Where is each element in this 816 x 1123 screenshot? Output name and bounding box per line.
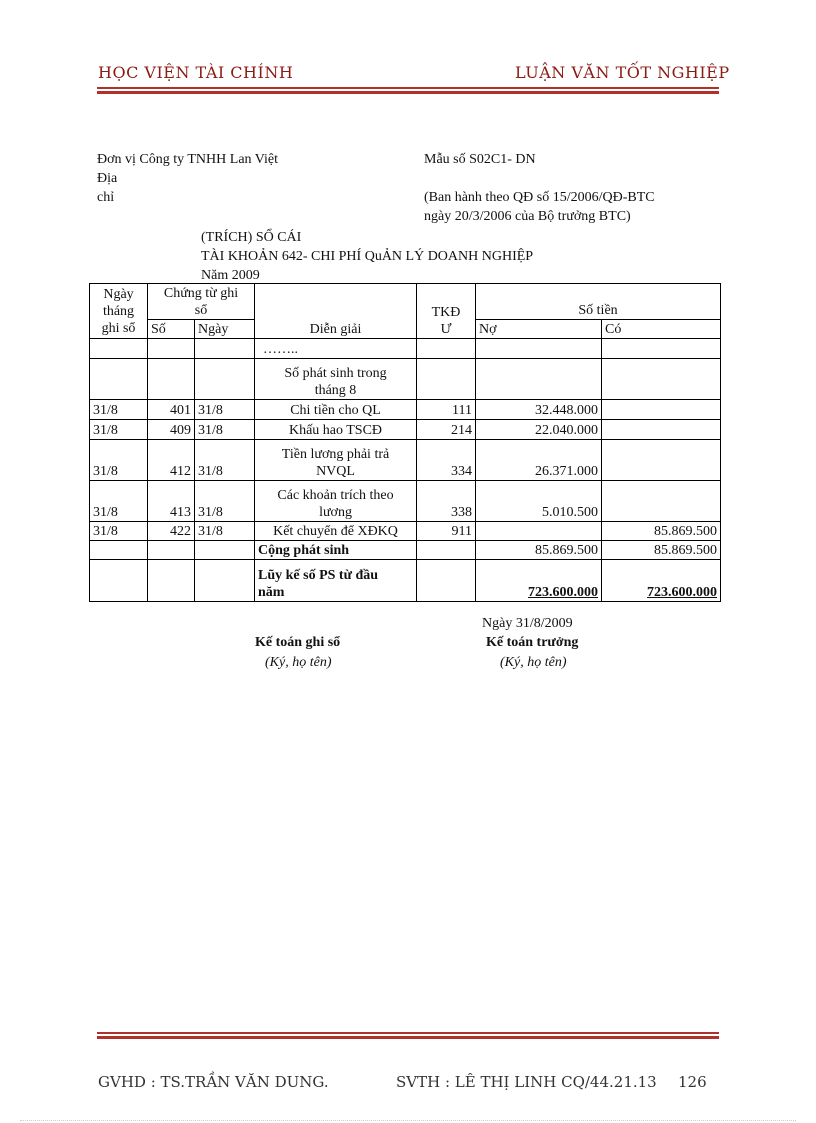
header-description: Diễn giải [255,284,417,339]
table-header-row [90,284,721,320]
ledger-table [89,283,721,602]
cumulative-row [90,560,721,602]
table-row: 31/8 401 31/8 Chi tiền cho QL 111 32.448.000 [90,400,721,420]
header-voucher-day: Ngày [195,320,255,339]
header-thesis: LUẬN VĂN TỐT NGHIỆP [515,63,730,82]
footer-rule-thin [97,1032,719,1034]
table-row [90,339,721,359]
ledger-account: TÀI KHOẢN 642- CHI PHÍ QuẢN LÝ DOANH NGHIỆP [201,249,534,264]
form-issued-line2: ngày 20/3/2006 của Bộ trưởng BTC) [424,209,631,224]
ledger-title: (TRÍCH) SỔ CÁI [201,230,302,245]
header-credit: Có [602,320,721,339]
header-voucher: Chứng từ ghi sổ [148,284,255,320]
header-rule-thin [97,87,719,89]
total-row [90,541,721,560]
header-voucher-no: Số [148,320,195,339]
page-number: 126 [678,1073,707,1091]
table-row: 31/8 409 31/8 Khấu hao TSCĐ 214 22.040.000 [90,420,721,440]
chief-title: Kế toán trưởng [486,635,579,650]
chief-note: (Ký, họ tên) [500,655,567,670]
unit-name: Đơn vị Công ty TNHH Lan Việt [97,152,279,167]
footer-advisor: GVHD : TS.TRẦN VĂN DUNG. [98,1073,329,1091]
header-school: HỌC VIỆN TÀI CHÍNH [98,63,294,82]
cumulative-credit: 723.600.000 [602,560,721,602]
footer-student: SVTH : LÊ THỊ LINH CQ/44.21.13 [396,1073,657,1091]
header-amount: Số tiền [476,284,721,320]
header-rule-thick [97,91,719,94]
table-row [90,359,721,400]
bookkeeper-note: (Ký, họ tên) [265,655,332,670]
unit-address-line2: chỉ [97,190,115,205]
cumulative-debit: 723.600.000 [476,560,602,602]
bookkeeper-title: Kế toán ghi sổ [255,635,341,650]
header-debit: Nợ [476,320,602,339]
form-code: Mẫu số S02C1- DN [424,152,536,167]
total-label: Cộng phát sinh [255,541,417,560]
ellipsis-cell: …….. [255,339,417,359]
header-account: TKĐ Ư [417,284,476,339]
table-row: 31/8 422 31/8 Kết chuyển để XĐKQ 911 85.869.500 [90,522,721,541]
total-credit: 85.869.500 [602,541,721,560]
header-date: Ngày tháng ghi sổ [90,284,148,339]
period-label: Số phát sinh trong tháng 8 [255,359,417,400]
form-issued-line1: (Ban hành theo QĐ số 15/2006/QĐ-BTC [424,190,655,205]
table-row: 31/8 413 31/8 Các khoản trích theo lương 338 5.010.500 [90,481,721,522]
total-debit: 85.869.500 [476,541,602,560]
table-row: 31/8 412 31/8 Tiền lương phải trả NVQL 334 26.371.000 [90,440,721,481]
unit-address-line1: Địa [97,171,118,186]
signature-date: Ngày 31/8/2009 [482,616,573,631]
cumulative-label: Lũy kế số PS từ đầu năm [255,560,417,602]
ledger-year: Năm 2009 [201,268,260,283]
footer-rule-thick [97,1036,719,1039]
page-edge-divider [20,1120,796,1121]
